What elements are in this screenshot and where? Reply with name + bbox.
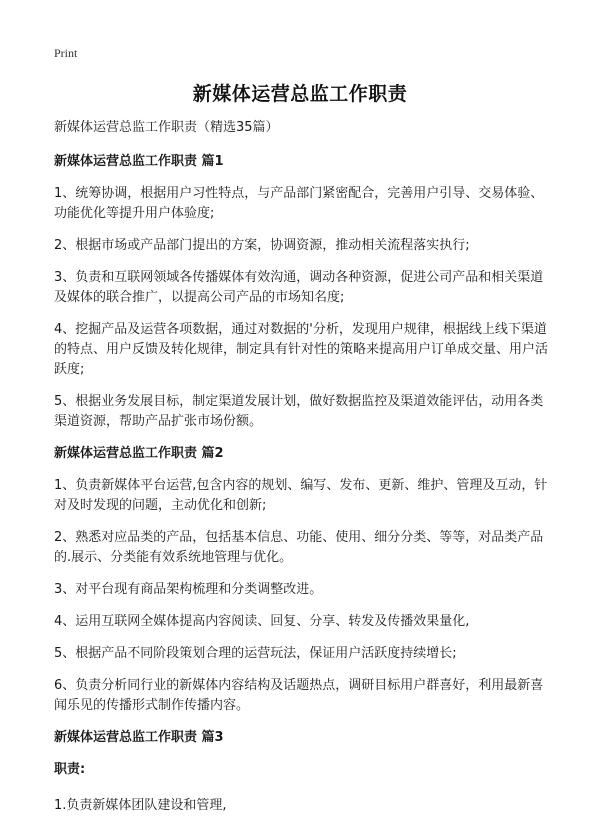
- list-item: 2、根据市场或产品部门提出的方案，协调资源，推动相关流程落实执行;: [54, 238, 470, 253]
- list-item: 5、根据业务发展目标，制定渠道发展计划，做好数据监控及渠道效能评估，动用各类渠道资源，帮助产品扩张市场份额。: [54, 394, 544, 429]
- document-subtitle: 新媒体运营总监工作职责（精选35篇）: [54, 120, 279, 135]
- page-title: 新媒体运营总监工作职责: [192, 83, 408, 105]
- print-label: Print: [54, 46, 78, 60]
- document-body: [54, 118, 550, 828]
- section-heading: 新媒体运营总监工作职责 篇1: [54, 154, 224, 169]
- list-item: 3、负责和互联网领域各传播媒体有效沟通，调动各种资源，促进公司产品和相关渠道及媒体的联合推广，以提高公司产品的市场知名度;: [54, 270, 544, 305]
- list-item: 3、对平台现有商品架构梳理和分类调整改进。: [54, 582, 323, 597]
- list-item: 2、熟悉对应品类的产品，包括基本信息、功能、使用、细分分类、等等，对品类产品的.展示、分类能有效系统地管理与优化。: [54, 530, 544, 565]
- list-item: 4、挖掘产品及运营各项数据，通过对数据的'分析，发现用户规律，根据线上线下渠道的特点、用户反馈及转化规律，制定具有针对性的策略来提高用户订单成交量、用户活跃度;: [54, 322, 549, 377]
- list-item: 5、根据产品不同阶段策划合理的运营玩法，保证用户活跃度持续增长;: [54, 646, 457, 661]
- list-item: 4、运用互联网全媒体提高内容阅读、回复、分享、转发及传播效果量化,: [54, 614, 470, 629]
- list-item: 1.负责新媒体团队建设和管理,: [54, 798, 227, 813]
- section-heading: 新媒体运营总监工作职责 篇2: [54, 446, 224, 461]
- section-heading: 新媒体运营总监工作职责 篇3: [54, 730, 224, 745]
- list-item: 1、负责新媒体平台运营,包含内容的规划、编写、发布、更新、维护、管理及互动，针对及时发现的问题，主动优化和创新;: [54, 478, 548, 513]
- list-item: 1、统筹协调，根据用户习性特点，与产品部门紧密配合，完善用户引导、交易体验、功能优化等提升用户体验度;: [54, 186, 544, 221]
- list-item: 6、负责分析同行业的新媒体内容结构及话题热点，调研目标用户群喜好，利用最新喜闻乐见的传播形式制作传播内容。: [54, 678, 544, 713]
- responsibilities-label: 职责:: [54, 762, 86, 777]
